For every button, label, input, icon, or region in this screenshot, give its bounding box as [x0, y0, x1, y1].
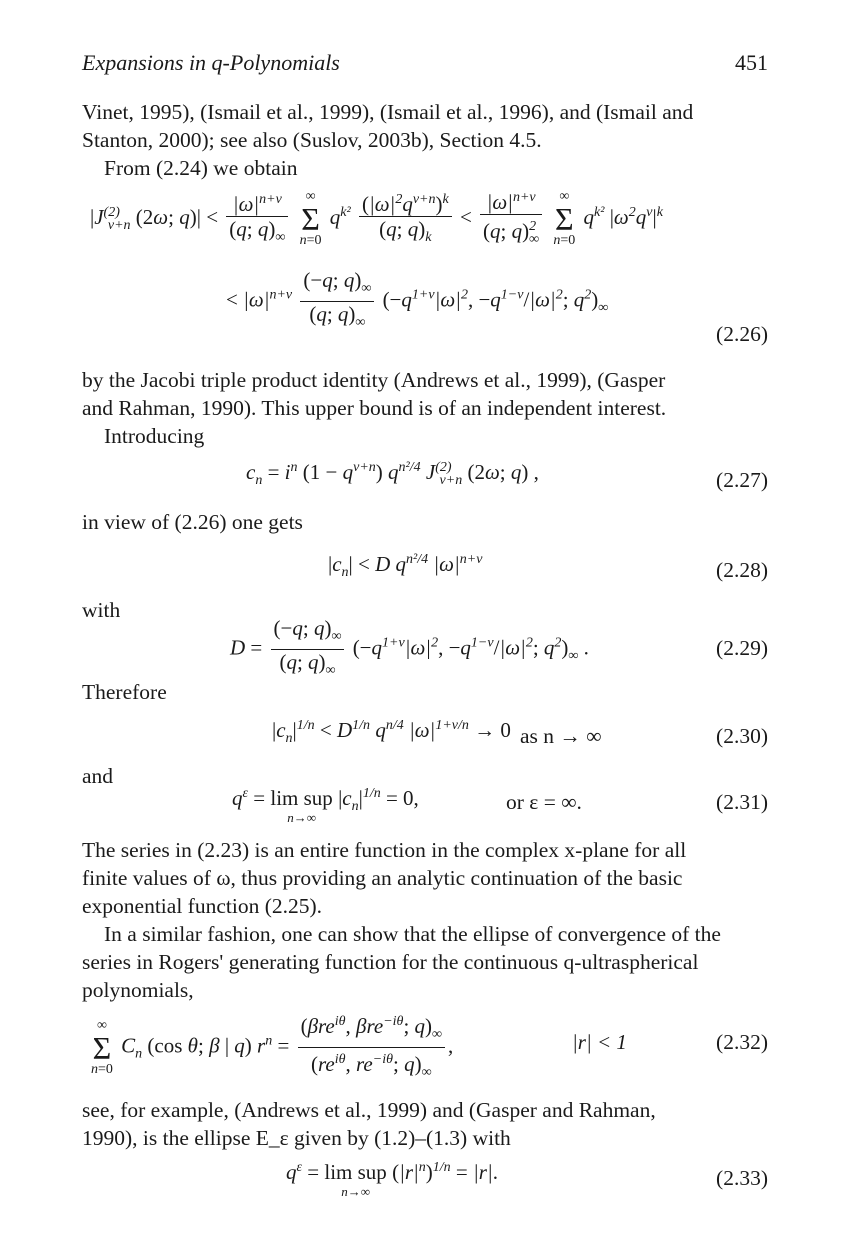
- text-line: see, for example, (Andrews et al., 1999) and (Gasper and Rahman,: [82, 1098, 656, 1122]
- text-line: finite values of ω, thus providing an analytic continuation of the basic: [82, 866, 683, 890]
- equation-condition: as n → ∞: [520, 724, 602, 748]
- equation-number: (2.28): [716, 558, 768, 582]
- equation-2-30: $|c_n|^{1/n} < D^{1/n}$ $q^{n/4}$ $|\omega|^{1+\nu/n} \to 0$: [272, 718, 511, 747]
- equation-number: (2.29): [716, 636, 768, 660]
- text-line: Therefore: [82, 680, 167, 704]
- equation-2-32: ∞ Σ n=0 $C_n$ (cos θ; β | q) $r^n$ = $\frac{(\beta re^{i\theta}, \beta re^{-i\theta}; q)_\infty}{(re^{i\theta}, re^{-i\theta}; q)_\infty}$ ,: [88, 1010, 453, 1085]
- text-line: series in Rogers' generating function for the continuous q-ultraspherical: [82, 950, 699, 974]
- equation-2-26-line1: $|J^{(2)}_{\nu+n}$ (2ω; q)| < $\frac{|\omega|^{n+\nu}}{(q; q)_\infty}$ ∞ Σ n=0 $q^{k^2}$ $\frac{(|\omega|^2q^{\nu+n})^k}{(q; q)_k}$ < $\frac{|\omega|^{n+\nu}}{(q; q)^2_\infty}$ ∞ Σ n=0 $q^{k^2}$ $|\omega^2q^\nu|^k$: [90, 186, 663, 252]
- text-line: exponential function (2.25).: [82, 894, 323, 918]
- equation-2-31: $q^\varepsilon$ = lim sup n→∞ $|c_n|^{1/n} = 0$,: [232, 786, 419, 825]
- text-line: In a similar fashion, one can show that the ellipse of convergence of the: [104, 922, 721, 946]
- equation-condition: or ε = ∞.: [506, 790, 582, 814]
- page-number: 451: [735, 50, 768, 75]
- text-line: Stanton, 2000); see also (Suslov, 2003b), Section 4.5.: [82, 128, 542, 152]
- text-line: and Rahman, 1990). This upper bound is of an independent interest.: [82, 396, 667, 420]
- text-line: 1990), is the ellipse E_ε given by (1.2)–(1.3) with: [82, 1126, 511, 1150]
- equation-number: (2.27): [716, 468, 768, 492]
- equation-2-27: $c_n = i^n$ $(1 - q^{\nu+n})$ $q^{n^2/4}$ $J^{(2)}_{\nu+n}$ (2ω; q) ,: [246, 460, 539, 489]
- equation-number: (2.26): [716, 322, 768, 346]
- text-line: polynomials,: [82, 978, 194, 1002]
- text-line: in view of (2.26) one gets: [82, 510, 303, 534]
- equation-number: (2.31): [716, 790, 768, 814]
- text-line: by the Jacobi triple product identity (Andrews et al., 1999), (Gasper: [82, 368, 666, 392]
- equation-2-33: $q^\varepsilon$ = lim sup n→∞ $(|r|^n)^{1/n} = |r|$.: [286, 1160, 498, 1199]
- text-line: Introducing: [104, 424, 205, 448]
- equation-number: (2.33): [716, 1166, 768, 1190]
- text-line: with: [82, 598, 121, 622]
- text-line: and: [82, 764, 114, 788]
- equation-2-28: $|c_n| < D$ $q^{n^2/4}$ $|\omega|^{n+\nu}$: [328, 552, 483, 581]
- equation-number: (2.32): [716, 1030, 768, 1054]
- text-line: The series in (2.23) is an entire function in the complex x-plane for all: [82, 838, 687, 862]
- equation-2-26-line2: < $|\omega|^{n+\nu}$ $\frac{(-q; q)_\infty}{(q; q)_\infty}$ ($-q^{1+\nu}|\omega|^2$, $-q^{1-\nu}/|\omega|^2$; $q^2)_\infty$: [226, 268, 609, 331]
- equation-number: (2.30): [716, 724, 768, 748]
- text-line: From (2.24) we obtain: [104, 156, 298, 180]
- running-title: Expansions in q-Polynomials: [82, 50, 340, 75]
- equation-condition: |r| < 1: [572, 1030, 627, 1054]
- equation-2-29: D = $\frac{(-q; q)_\infty}{(q; q)_\infty}$ ($-q^{1+\nu}|\omega|^2$, $-q^{1-\nu}/|\omega|^2$; $q^2)_\infty$ .: [230, 616, 589, 679]
- text-line: Vinet, 1995), (Ismail et al., 1999), (Ismail et al., 1996), and (Ismail and: [82, 100, 694, 124]
